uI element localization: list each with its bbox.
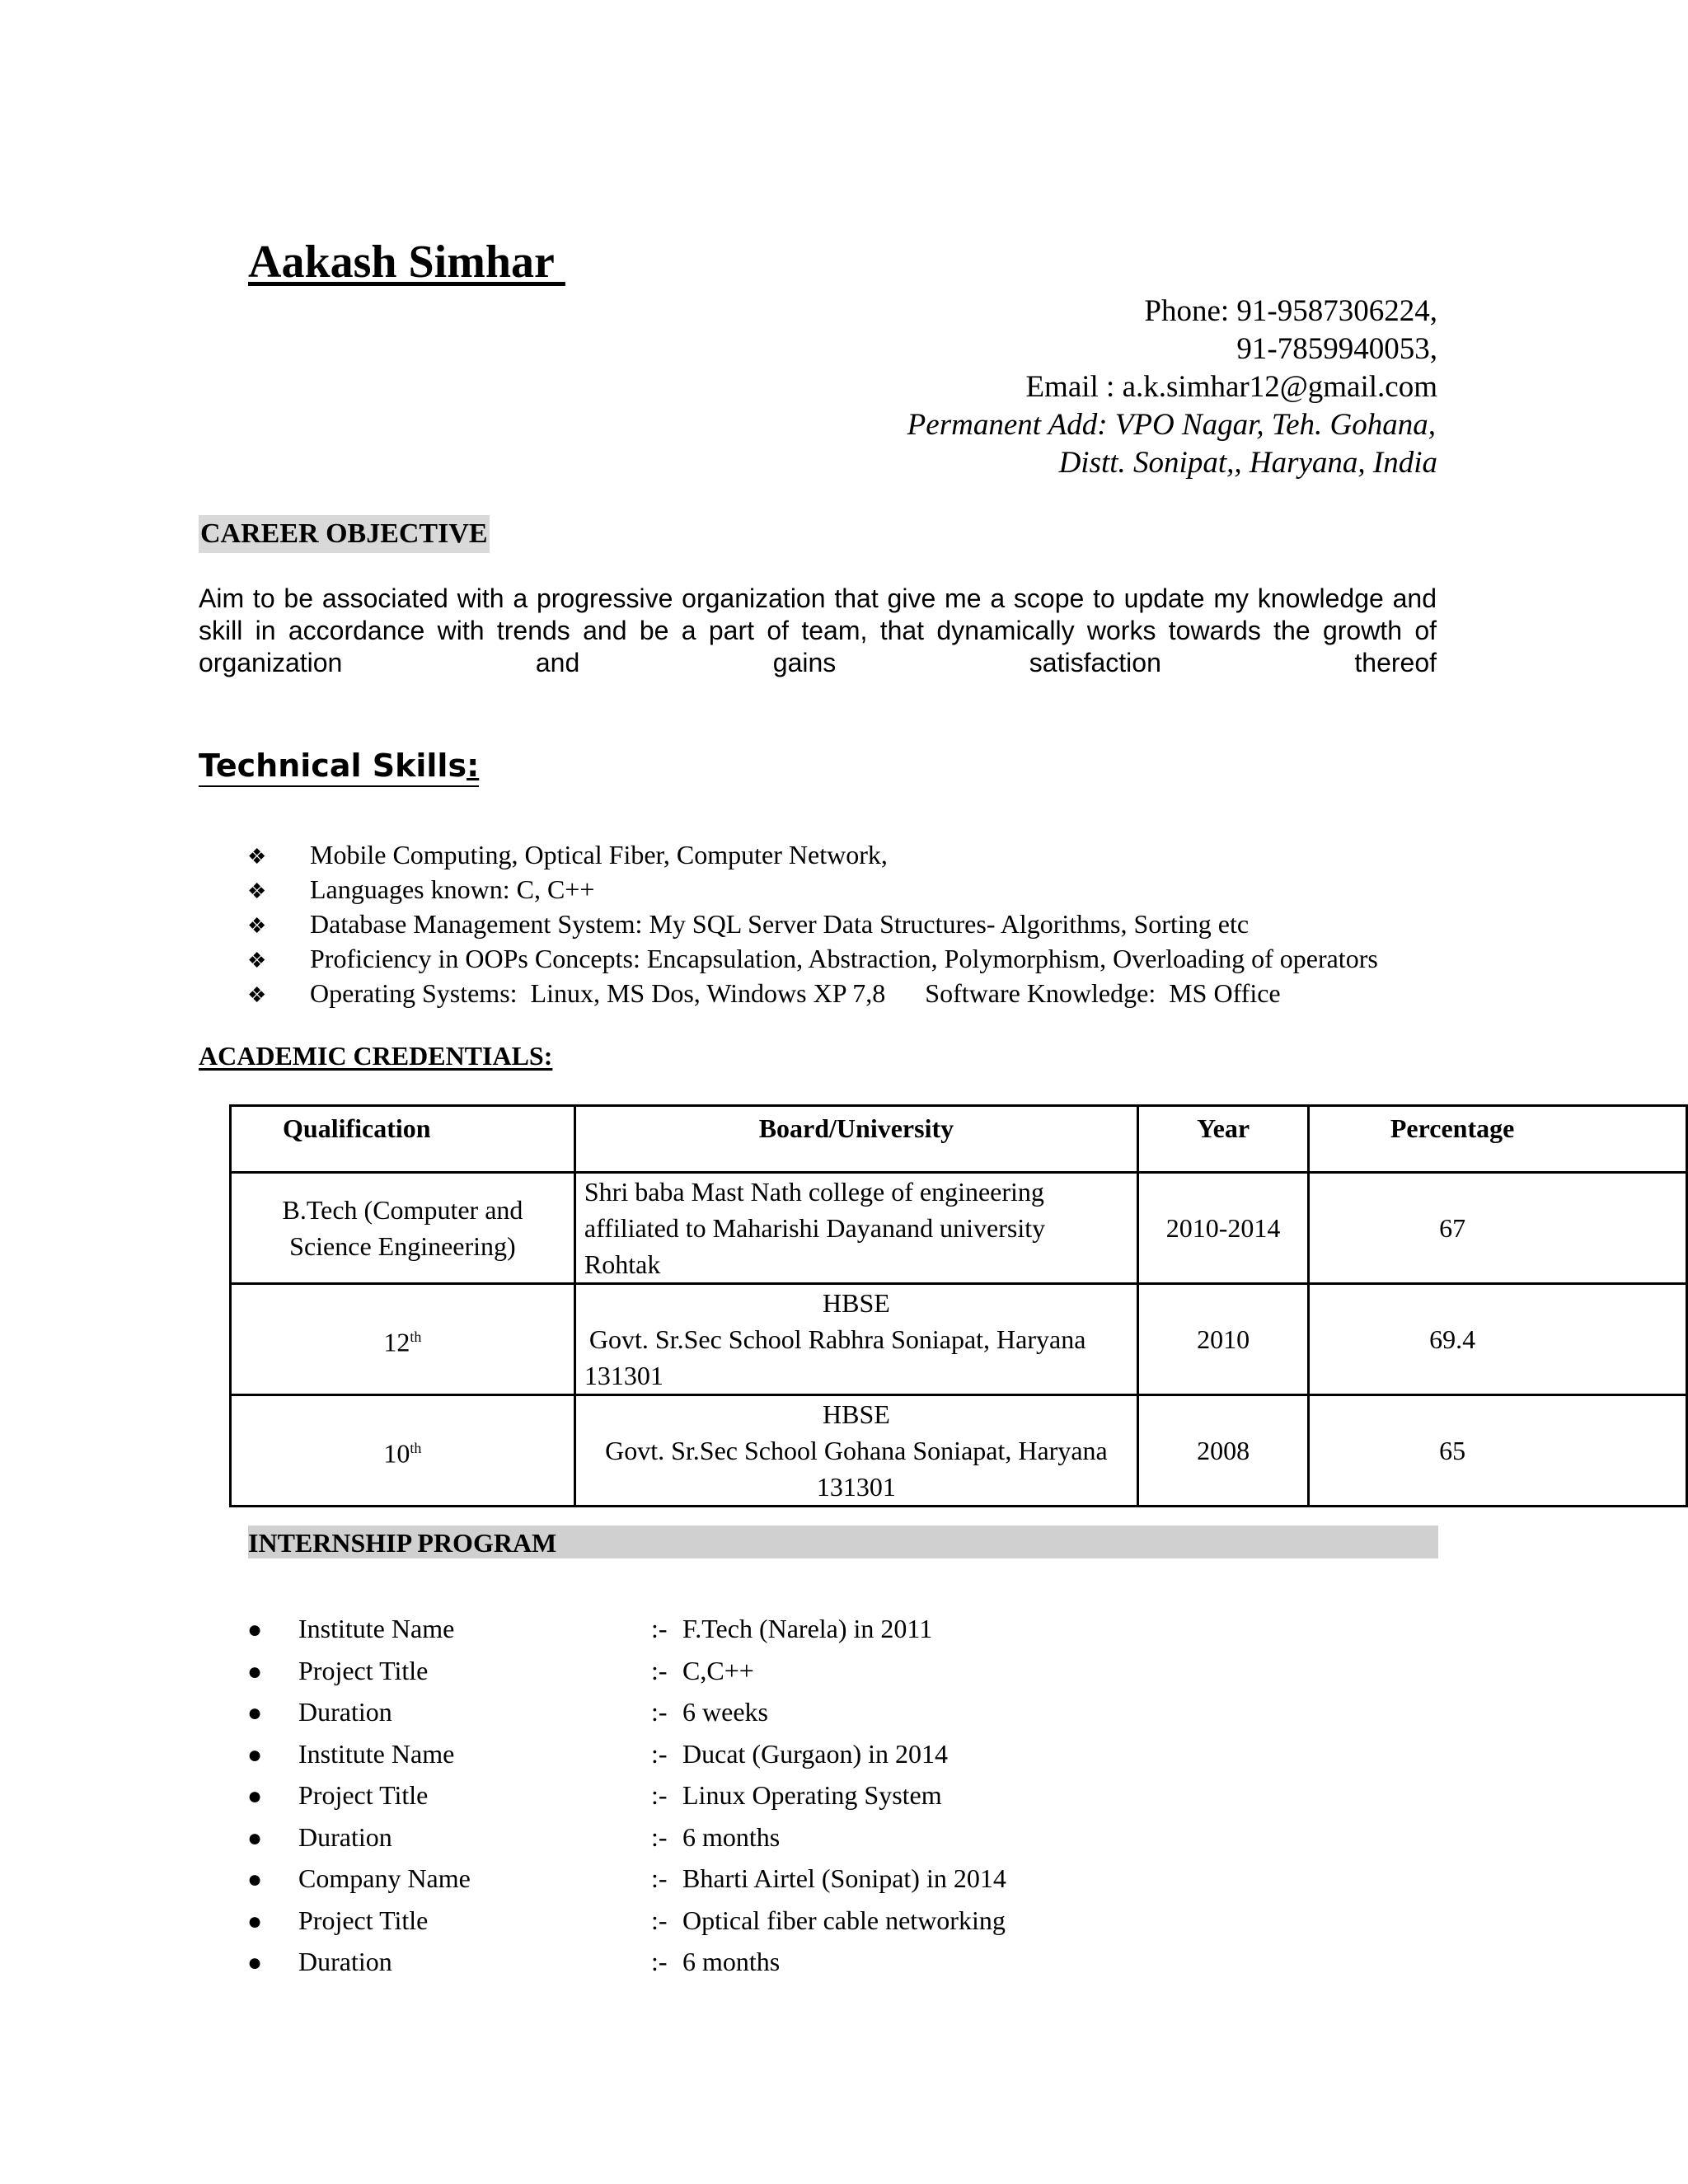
item-value: Bharti Airtel (Sonipat) in 2014 [682,1863,1006,1893]
item-label: Institute Name [298,1614,455,1643]
item-separator: :- [651,1863,668,1893]
qualification-suffix: th [410,1328,422,1345]
school-name: Govt. Sr.Sec School Gohana Soniapat, Haryana 131301 [605,1436,1108,1502]
item-separator: :- [651,1821,668,1852]
cell-board [574,1395,1137,1507]
cell-qualification: B.Tech (Computer and Science Engineering) [231,1173,575,1284]
technical-skills-colon: : [467,748,480,784]
cell-board: Shri baba Mast Nath college of engineering affiliated to Maharishi Dayanand university Rohtak [574,1173,1137,1284]
technical-skills-heading [199,746,479,787]
internship-program-heading: INTERNSHIP PROGRAM [248,1526,1438,1558]
column-header-percentage: Percentage [1309,1106,1687,1173]
cell-year: 2008 [1137,1395,1308,1507]
item-separator: :- [651,1614,668,1643]
address-line-2: Distt. Sonipat,, Haryana, India [1058,446,1437,480]
diamond-bullet-icon: ❖ [247,983,267,1007]
item-label: Institute Name [298,1738,455,1769]
table-row [231,1395,1687,1507]
item-separator: :- [651,1738,668,1769]
list-item [247,1608,1006,1650]
item-value: Optical fiber cable networking [682,1905,1006,1935]
item-separator: :- [651,1947,668,1976]
item-label: Duration [298,1947,392,1976]
bullet-icon: ● [247,1741,263,1769]
cell-qualification [231,1284,575,1395]
list-item [247,1733,1006,1775]
list-item [247,1858,1006,1900]
bullet-icon: ● [247,1824,263,1852]
career-objective-text: Aim to be associated with a progressive organization that give me a scope to update my knowledge and skill in accordance with trends and be a part of team, that dynamically works towards the growth of organization and gains satisfaction thereof [199,583,1437,677]
list-item [247,1650,1006,1692]
item-value: C,C++ [682,1655,754,1685]
item-label: Duration [298,1697,392,1727]
academic-credentials-heading: ACADEMIC CREDENTIALS: [199,1041,553,1071]
skills-list [247,837,1378,1010]
item-label: Project Title [298,1905,429,1935]
list-item [247,872,1378,907]
cell-board [574,1284,1137,1395]
skill-text: Languages known: C, C++ [310,874,595,904]
item-value: 6 months [682,1947,781,1976]
item-value: F.Tech (Narela) in 2011 [682,1614,933,1643]
list-item [247,1816,1006,1858]
email-line: Email : a.k.simhar12@gmail.com [1025,370,1437,404]
cell-percentage: 67 [1309,1173,1687,1284]
item-label: Duration [298,1821,392,1852]
cell-percentage: 65 [1309,1395,1687,1507]
column-header-qualification: Qualification [231,1106,575,1173]
column-header-year: Year [1137,1106,1308,1173]
item-label: Project Title [298,1780,429,1810]
candidate-name: Aakash Simhar [248,237,565,288]
item-label: Company Name [298,1863,471,1893]
item-separator: :- [651,1905,668,1935]
bullet-icon: ● [247,1616,263,1643]
school-name: Govt. Sr.Sec School Rabhra Soniapat, Haryana 131301 [584,1324,1086,1390]
list-item [247,1774,1006,1816]
skill-text: Proficiency in OOPs Concepts: Encapsulation, Abstraction, Polymorphism, Overloading of operators [310,944,1378,973]
diamond-bullet-icon: ❖ [247,879,267,903]
phone-line-1: Phone: 91-9587306224, [1144,294,1437,328]
cell-qualification [231,1395,575,1507]
table-header-row [231,1106,1687,1173]
bullet-icon: ● [247,1866,263,1893]
internship-list [247,1608,1006,1983]
item-value: 6 weeks [682,1697,768,1727]
phone-line-2: 91-7859940053, [1236,332,1437,366]
skill-text: Operating Systems: Linux, MS Dos, Windows XP 7,8 Software Knowledge: MS Office [310,978,1281,1008]
list-item [247,941,1378,976]
skill-text: Mobile Computing, Optical Fiber, Computer Network, [310,840,888,869]
list-item [247,1900,1006,1942]
bullet-icon: ● [247,1949,263,1976]
list-item [247,1691,1006,1733]
cell-year: 2010 [1137,1284,1308,1395]
item-separator: :- [651,1697,668,1727]
bullet-icon: ● [247,1657,263,1685]
item-label: Project Title [298,1655,429,1685]
list-item [247,837,1378,872]
address-line-1: Permanent Add: VPO Nagar, Teh. Gohana, [907,408,1436,442]
bullet-icon: ● [247,1783,263,1810]
list-item [247,907,1378,941]
academic-table [229,1104,1688,1507]
list-item [247,976,1378,1010]
skill-text: Database Management System: My SQL Server Data Structures- Algorithms, Sorting etc [310,909,1250,939]
diamond-bullet-icon: ❖ [247,845,267,869]
list-item [247,1941,1006,1983]
table-row [231,1173,1687,1284]
diamond-bullet-icon: ❖ [247,949,267,972]
qualification-suffix: th [410,1439,422,1456]
item-separator: :- [651,1780,668,1810]
qualification-value: 12 [383,1327,410,1357]
bullet-icon: ● [247,1907,263,1935]
column-header-board: Board/University [574,1106,1137,1173]
board-name: HBSE [823,1399,890,1429]
qualification-value: 10 [383,1438,410,1469]
career-objective-heading: CAREER OBJECTIVE [199,515,490,553]
item-separator: :- [651,1655,668,1685]
item-value: Linux Operating System [682,1780,942,1810]
diamond-bullet-icon: ❖ [247,914,267,938]
cell-year: 2010-2014 [1137,1173,1308,1284]
item-value: Ducat (Gurgaon) in 2014 [682,1738,948,1769]
cell-percentage: 69.4 [1309,1284,1687,1395]
technical-skills-title: Technical Skills [199,748,467,784]
item-value: 6 months [682,1821,781,1852]
board-name: HBSE [823,1288,890,1318]
bullet-icon: ● [247,1699,263,1727]
table-row [231,1284,1687,1395]
